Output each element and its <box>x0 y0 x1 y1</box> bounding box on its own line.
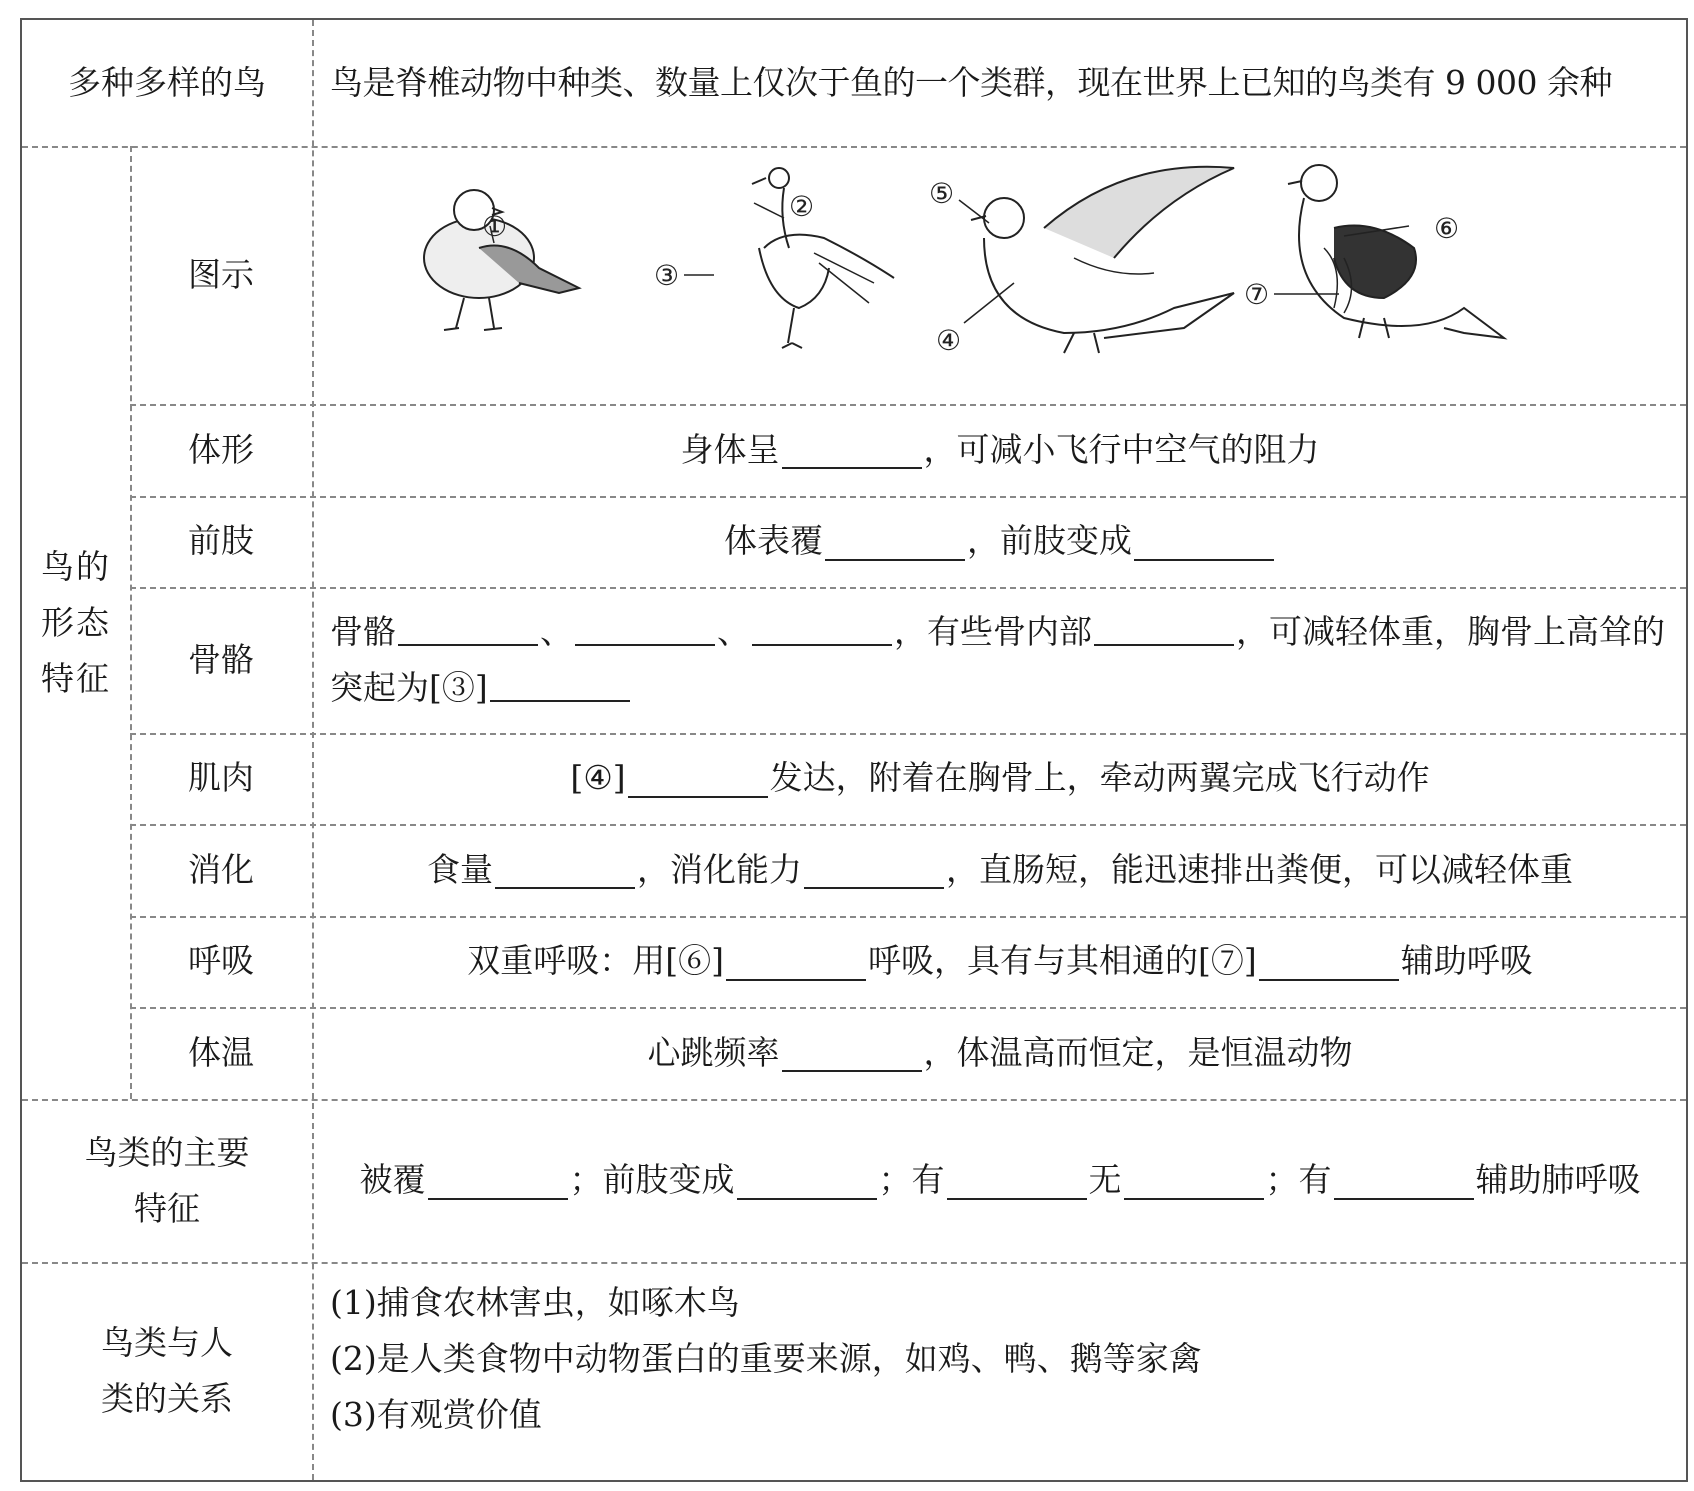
list-item: (1)捕食农林害虫，如啄木鸟 <box>330 1283 740 1322</box>
skeleton-text: 骨骼 、 、 ，有些骨内部 ，可减轻体重，胸骨上高耸的 突起为[③] <box>330 604 1680 716</box>
marker-5: ⑤ <box>929 177 955 210</box>
row-label-body-shape: 体形 <box>188 429 254 469</box>
bird-illustrations-svg <box>314 148 1686 402</box>
answer-blank <box>628 759 768 797</box>
answer-blank <box>1134 522 1274 560</box>
marker-2: ② <box>789 190 815 223</box>
row-label-forelimb: 前肢 <box>188 521 254 561</box>
main-features-text: 被覆 ；前肢变成 ；有 无 ；有 辅助肺呼吸 <box>359 1160 1641 1200</box>
marker-1: ① <box>482 210 508 243</box>
answer-blank <box>1124 1161 1264 1199</box>
answer-blank <box>575 608 715 646</box>
row-label-figure: 图示 <box>188 254 254 294</box>
answer-blank <box>947 1161 1087 1199</box>
row-label-human-relations: 鸟类与人 类的关系 <box>101 1323 233 1418</box>
answer-blank <box>804 851 944 889</box>
muscle-text: [④] 发达，附着在胸骨上，牵动两翼完成飞行动作 <box>570 758 1430 798</box>
row-label-diverse-birds: 多种多样的鸟 <box>68 62 266 102</box>
pigeon-muscle-drawing <box>971 167 1234 353</box>
body-shape-text: 身体呈 ，可减小飞行中空气的阻力 <box>680 429 1320 469</box>
row-label-digestion: 消化 <box>188 849 254 889</box>
list-item: (3)有观赏价值 <box>330 1395 542 1434</box>
answer-blank <box>726 942 866 980</box>
temperature-text: 心跳频率 ，体温高而恒定，是恒温动物 <box>647 1032 1353 1072</box>
digestion-text: 食量 ，消化能力 ，直肠短，能迅速排出粪便，可以减轻体重 <box>427 849 1573 889</box>
marker-4: ④ <box>936 324 962 357</box>
list-item: (2)是人类食物中动物蛋白的重要来源，如鸡、鸭、鹅等家禽 <box>330 1339 1202 1378</box>
answer-blank <box>782 1034 922 1072</box>
answer-blank <box>1094 608 1234 646</box>
diverse-birds-text: 鸟是脊椎动物中种类、数量上仅次于鱼的一个类群，现在世界上已知的鸟类有 9 000 余种 <box>330 62 1612 102</box>
answer-blank <box>752 608 892 646</box>
answer-blank <box>825 522 965 560</box>
answer-blank <box>1334 1161 1474 1199</box>
respiration-text: 双重呼吸：用[⑥] 呼吸，具有与其相通的[⑦] 辅助呼吸 <box>467 941 1533 981</box>
answer-blank <box>1259 942 1399 980</box>
bird-illustrations <box>314 148 1686 402</box>
row-label-muscle: 肌肉 <box>188 758 254 798</box>
row-divider <box>130 587 1686 589</box>
row-label-respiration: 呼吸 <box>188 941 254 981</box>
row-label-skeleton: 骨骼 <box>188 639 254 679</box>
pigeon-internal-organs-drawing <box>1288 165 1504 338</box>
answer-blank <box>782 431 922 469</box>
row-label-main-features: 鸟类的主要 特征 <box>84 1132 250 1228</box>
answer-blank <box>428 1161 568 1199</box>
pigeon-skeleton-drawing <box>752 168 894 348</box>
marker-7: ⑦ <box>1244 278 1270 311</box>
forelimb-text: 体表覆 ，前肢变成 <box>314 496 1686 587</box>
answer-blank <box>737 1161 877 1199</box>
morphology-group-label: 鸟的形态特征 <box>41 546 111 698</box>
human-relations-list <box>330 1275 1202 1443</box>
answer-blank <box>495 851 635 889</box>
marker-leader-lines <box>490 200 1409 323</box>
answer-blank <box>490 664 630 702</box>
row-label-temperature: 体温 <box>188 1032 254 1072</box>
marker-6: ⑥ <box>1434 212 1460 245</box>
answer-blank <box>398 608 538 646</box>
marker-3: ③ <box>654 259 680 292</box>
